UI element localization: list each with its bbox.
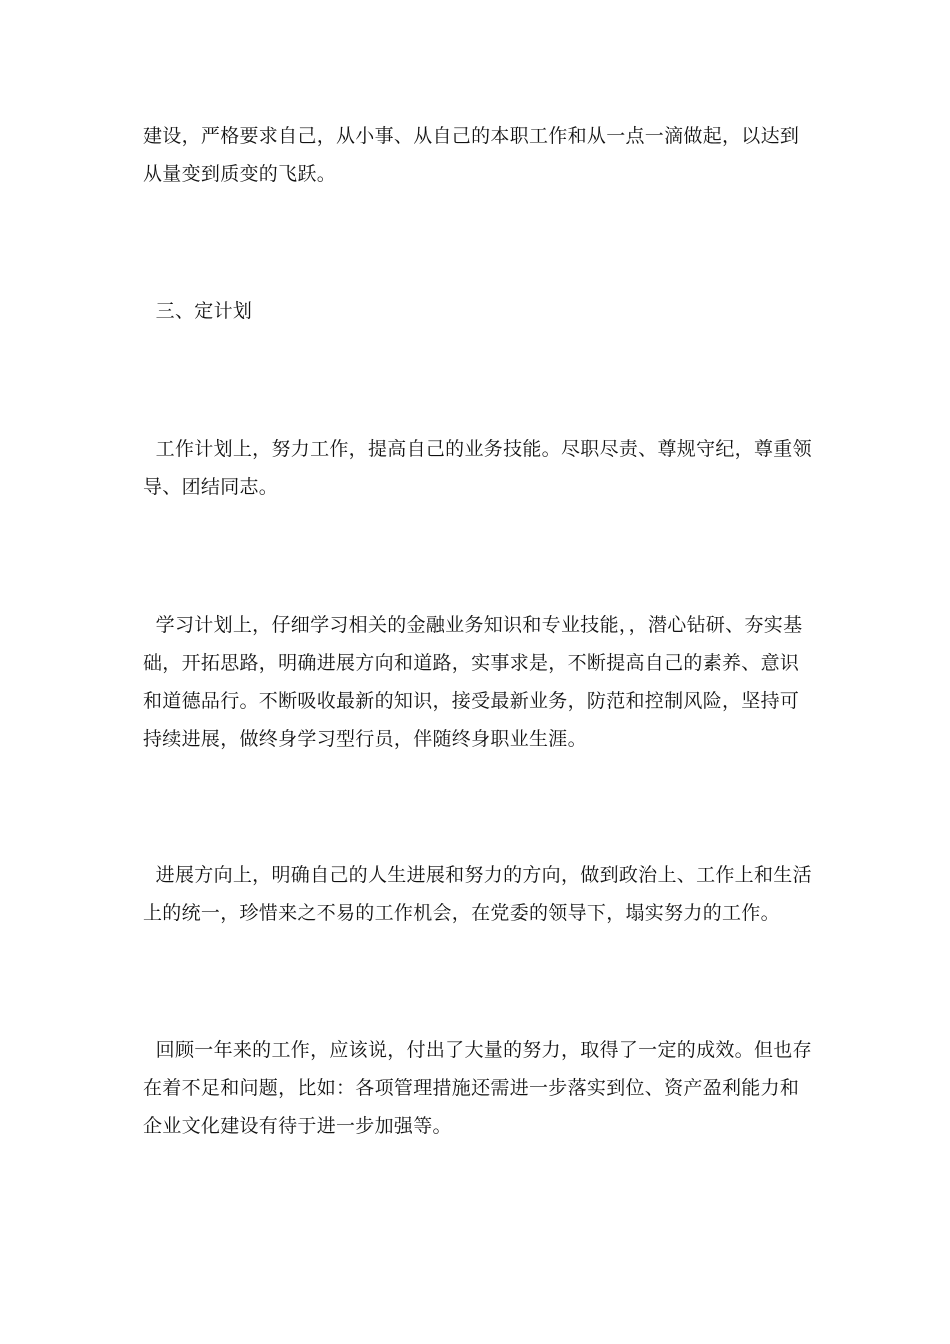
text-line: 础，开拓思路，明确进展方向和道路，实事求是，不断提高自己的素养、意识 — [143, 652, 800, 674]
paragraph-study-plan — [143, 606, 808, 758]
heading-text: 三、定计划 — [143, 300, 253, 322]
paragraph-work-plan — [143, 430, 812, 506]
paragraph-annual-review — [143, 1031, 812, 1145]
text-line: 进展方向上，明确自己的人生进展和努力的方向，做到政治上、工作上和生活 — [143, 864, 812, 886]
text-line: 在着不足和问题，比如：各项管理措施还需进一步落实到位、资产盈利能力和 — [143, 1077, 800, 1099]
text-line: 和道德品行。不断吸收最新的知识，接受最新业务，防范和控制风险，坚持可 — [143, 690, 800, 712]
text-line: 导、团结同志。 — [143, 476, 279, 498]
text-line: 从量变到质变的飞跃。 — [143, 163, 337, 185]
text-line: 持续进展，做终身学习型行员，伴随终身职业生涯。 — [143, 728, 587, 750]
text-line: 上的统一，珍惜来之不易的工作机会，在党委的领导下，塌实努力的工作。 — [143, 902, 780, 924]
section-heading — [143, 292, 808, 330]
paragraph-intro-continuation — [143, 117, 808, 193]
text-line: 工作计划上，努力工作，提高自己的业务技能。尽职尽责、尊规守纪，尊重领 — [143, 438, 812, 460]
text-line: 企业文化建设有待于进一步加强等。 — [143, 1115, 452, 1137]
text-line: 回顾一年来的工作，应该说，付出了大量的努力，取得了一定的成效。但也存 — [143, 1039, 812, 1061]
paragraph-development-direction — [143, 856, 812, 932]
text-line: 建设，严格要求自己，从小事、从自己的本职工作和从一点一滴做起，以达到 — [143, 125, 800, 147]
text-line: 学习计划上，仔细学习相关的金融业务知识和专业技能，，潜心钻研、夯实基 — [143, 614, 803, 636]
